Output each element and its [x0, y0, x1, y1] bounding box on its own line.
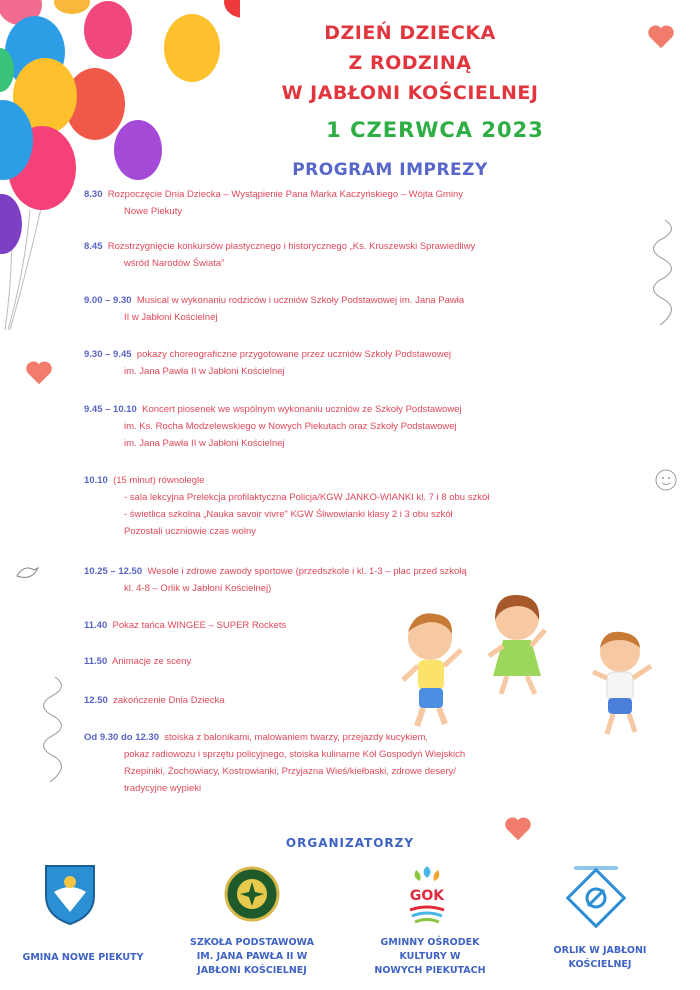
program-text: im. Jana Pawła II w Jabłoni Kościelnej — [124, 438, 285, 449]
program-time: 10.25 – 12.50 — [84, 566, 143, 577]
program-text: pokaz radiowozu i sprzętu policyjnego, stoiska kulinarne Kół Gospodyń Wiejskich — [124, 749, 466, 760]
organizer-gok — [350, 936, 510, 978]
program-text: kl. 4-8 – Orlik w Jabłoni Kościelnej) — [124, 583, 272, 594]
event-title-line-3: W JABŁONI KOŚCIELNEJ — [281, 82, 539, 104]
program-text: Nowe Piekuty — [124, 206, 183, 217]
organizer-label: KOŚCIELNEJ — [568, 959, 632, 970]
program-item — [84, 401, 624, 452]
program-time: 9.30 – 9.45 — [84, 349, 132, 360]
organizer-label: GMINNY OŚRODEK — [380, 937, 480, 948]
program-text: zakończenie Dnia Dziecka — [113, 695, 225, 706]
program-item — [84, 472, 624, 540]
program-text: stoiska z balonikami, malowaniem twarzy, przejazdy kucykiem, — [164, 732, 429, 743]
program-item — [84, 186, 624, 220]
program-time: 9.00 – 9.30 — [84, 295, 132, 306]
heart-icon — [503, 814, 533, 844]
organizer-label: SZKOŁA PODSTAWOWA — [190, 937, 314, 948]
orlik-logo-icon — [566, 862, 626, 928]
gok-logo-icon — [404, 864, 450, 926]
bird-doodle-icon — [14, 562, 40, 582]
program-text: II w Jabłoni Kościelnej — [124, 312, 218, 323]
program-time: 8.45 — [84, 241, 103, 252]
program-item — [84, 346, 624, 380]
doodle-squiggle-icon — [30, 672, 70, 792]
program-text: Rozstrzygnięcie konkursów plastycznego i historycznego „Ks. Kruszewski Sprawiedliwy — [107, 241, 476, 252]
event-title-line-1: DZIEŃ DZIECKA — [324, 22, 496, 44]
organizer-label: IM. JANA PAWŁA II W — [196, 951, 308, 962]
organizer-label: KULTURY W — [399, 951, 461, 962]
program-text: Koncert piosenek we wspólnym wykonaniu uczniów ze Szkoły Podstawowej — [142, 404, 462, 415]
organizer-label: GMINA NOWE PIEKUTY — [22, 952, 144, 963]
program-text: im. Jana Pawła II w Jabłoni Kościelnej — [124, 366, 285, 377]
program-time: 11.50 — [84, 656, 108, 667]
program-text: Pokaz tańca WINGEE – SUPER Rockets — [112, 620, 287, 631]
smiley-icon — [654, 468, 678, 492]
program-text: Musical w wykonaniu rodziców i uczniów Szkoły Podstawowej im. Jana Pawła — [136, 295, 465, 306]
event-date: 1 CZERWCA 2023 — [326, 118, 544, 142]
gmina-coat-of-arms-icon — [42, 862, 98, 926]
program-text: - sala lekcyjna Prelekcja profilaktyczna Policja/KGW JANKO-WIANKI kl. 7 i 8 obu szkół — [124, 492, 490, 503]
organizer-orlik — [520, 944, 680, 972]
program-time: 8.30 — [84, 189, 103, 200]
program-time: Od 9.30 do 12.30 — [84, 732, 159, 743]
program-text: tradycyjne wypieki — [124, 783, 202, 794]
heart-icon — [646, 22, 676, 52]
program-text: Pozostali uczniowie czas wolny — [124, 526, 257, 537]
program-text: Rozpoczęcie Dnia Dziecka – Wystąpienie Pana Marka Kaczyńskiego – Wójta Gminy — [107, 189, 464, 200]
program-text: pokazy choreograficzne przygotowane przez uczniów Szkoły Podstawowej — [136, 349, 452, 360]
program-text: wśród Narodów Świata" — [124, 258, 225, 269]
organizer-gmina — [4, 951, 162, 965]
program-item — [84, 238, 624, 272]
doodle-squiggle-icon — [640, 215, 680, 335]
balloons-illustration — [0, 0, 240, 340]
program-time: 11.40 — [84, 620, 108, 631]
gok-logo-text: GOK — [409, 888, 445, 904]
program-item — [84, 292, 624, 326]
organizers-title: ORGANIZATORZY — [285, 836, 415, 850]
school-emblem-icon — [224, 866, 280, 922]
program-time: 12.50 — [84, 695, 108, 706]
program-text: Wesołe i zdrowe zawody sportowe (przedszkole i kl. 1-3 – plac przed szkołą — [147, 566, 467, 577]
program-text: (15 minut) równolegle — [113, 475, 205, 486]
organizer-label: NOWYCH PIEKUTACH — [374, 965, 486, 976]
organizer-label: JABŁONI KOŚCIELNEJ — [197, 965, 307, 976]
program-text: Animacje ze sceny — [112, 656, 192, 667]
program-text: im. Ks. Rocha Modzelewskiego w Nowych Piekutach oraz Szkoły Podstawowej — [124, 421, 457, 432]
program-text: - świetlica szkolna „Nauka savoir vivre" KGW Śliwowianki klasy 2 i 3 obu szkół — [124, 509, 453, 520]
program-text: Rzepiniki, Żochowiacy, Kostrowianki, Przyjazna Wieś/kiełbaski, zdrowe desery/ — [124, 766, 456, 777]
program-time: 10.10 — [84, 475, 108, 486]
heart-icon — [24, 358, 54, 388]
organizer-school — [172, 936, 332, 978]
program-time: 9.45 – 10.10 — [84, 404, 137, 415]
organizer-label: ORLIK W JABŁONI — [553, 945, 647, 956]
program-title: PROGRAM IMPREZY — [292, 160, 488, 180]
event-title-line-2: Z RODZINĄ — [348, 52, 472, 74]
children-illustration — [395, 590, 665, 750]
